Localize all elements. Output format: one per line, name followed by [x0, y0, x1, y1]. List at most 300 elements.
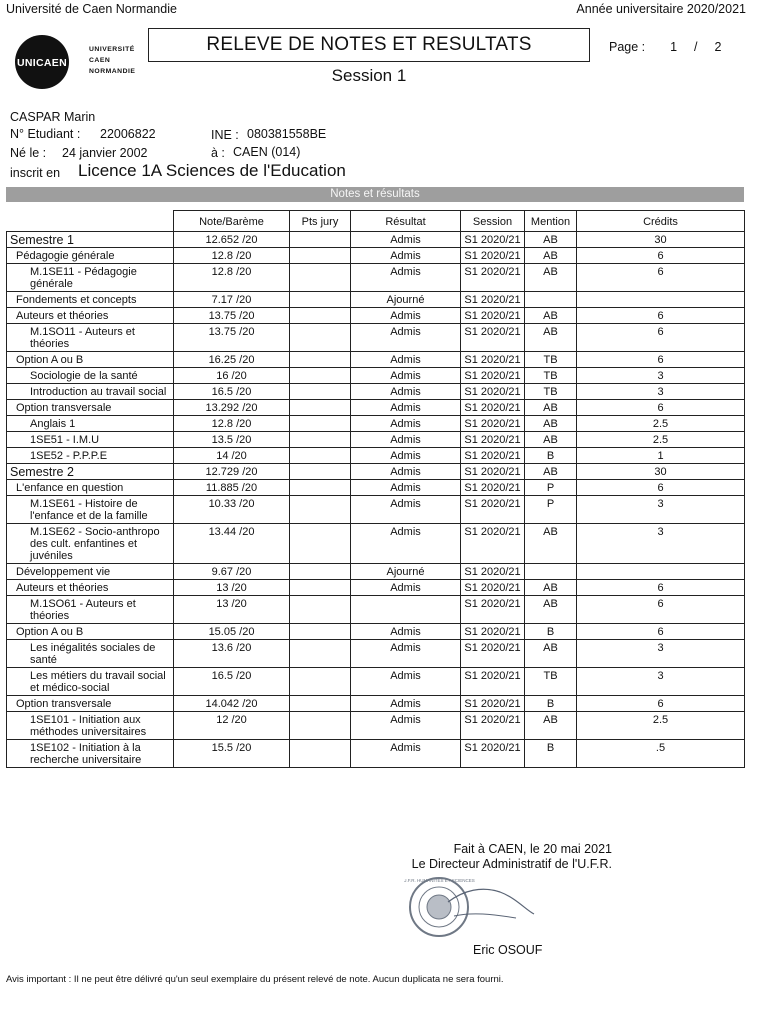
row-credits: 30	[654, 466, 667, 478]
table-row	[7, 596, 745, 624]
row-credits: 6	[657, 266, 664, 278]
row-label: Auteurs et théories	[16, 582, 109, 594]
row-credits-cell	[577, 448, 745, 464]
row-jury-cell	[290, 480, 351, 496]
row-grade-cell	[174, 448, 290, 464]
row-jury-cell	[290, 496, 351, 524]
row-session: S1 2020/21	[464, 698, 521, 710]
row-result-cell	[351, 324, 461, 352]
row-session-cell	[461, 464, 525, 480]
row-credits-cell	[577, 564, 745, 580]
footer-note: Avis important : Il ne peut être délivré qu'un seul exemplaire du présent relevé de note. Aucun duplicata ne sera fourni.	[6, 974, 504, 985]
row-grade: 9.67 /20	[211, 566, 252, 578]
row-mention-cell	[525, 464, 577, 480]
row-result-cell	[351, 448, 461, 464]
row-result-cell	[351, 668, 461, 696]
row-session: S1 2020/21	[464, 714, 521, 726]
row-credits: 6	[657, 598, 664, 610]
row-label-cell	[7, 564, 174, 580]
row-label: Pédagogie générale	[16, 250, 115, 262]
row-mention: AB	[543, 466, 558, 478]
row-label-cell	[7, 324, 174, 352]
table-row	[7, 264, 745, 292]
row-grade-cell	[174, 580, 290, 596]
row-grade: 13 /20	[216, 598, 247, 610]
row-mention-cell	[525, 400, 577, 416]
row-grade-cell	[174, 496, 290, 524]
row-mention-cell	[525, 712, 577, 740]
row-credits-cell	[577, 464, 745, 480]
row-mention-cell	[525, 308, 577, 324]
row-mention-cell	[525, 564, 577, 580]
row-result-cell	[351, 580, 461, 596]
seal-stamp-icon	[404, 872, 544, 942]
row-credits: 6	[657, 326, 664, 338]
row-grade-cell	[174, 292, 290, 308]
row-mention: TB	[543, 354, 558, 366]
row-label: Option A ou B	[16, 354, 84, 366]
row-session-cell	[461, 740, 525, 768]
row-label: M.1SE11 - Pédagogie générale	[30, 266, 137, 290]
row-grade-cell	[174, 740, 290, 768]
row-label: Sociologie de la santé	[30, 370, 138, 382]
official-seal	[404, 872, 544, 942]
row-session: S1 2020/21	[464, 370, 521, 382]
row-session-cell	[461, 292, 525, 308]
row-result: Admis	[390, 370, 421, 382]
row-credits: .5	[655, 742, 666, 754]
row-credits-cell	[577, 308, 745, 324]
row-credits-cell	[577, 384, 745, 400]
row-result-cell	[351, 564, 461, 580]
row-credits: 2.5	[652, 714, 669, 726]
row-grade: 10.33 /20	[208, 498, 255, 510]
row-result: Admis	[390, 354, 421, 366]
program-name: Licence 1A Sciences de l'Education	[78, 161, 346, 180]
row-session-cell	[461, 368, 525, 384]
row-label-cell	[7, 232, 174, 248]
row-label: Introduction au travail social	[30, 386, 167, 398]
row-grade-cell	[174, 524, 290, 564]
row-mention: B	[546, 450, 555, 462]
row-result-cell	[351, 624, 461, 640]
row-session: S1 2020/21	[464, 526, 521, 538]
row-mention: AB	[543, 526, 558, 538]
row-session-cell	[461, 696, 525, 712]
row-label-cell	[7, 400, 174, 416]
row-grade: 16.25 /20	[208, 354, 255, 366]
row-session: S1 2020/21	[464, 566, 521, 578]
row-session-cell	[461, 580, 525, 596]
row-jury-cell	[290, 400, 351, 416]
row-result-cell	[351, 264, 461, 292]
row-mention: P	[546, 482, 555, 494]
row-grade-cell	[174, 696, 290, 712]
row-mention-cell	[525, 496, 577, 524]
row-label-cell	[7, 596, 174, 624]
row-result: Admis	[390, 386, 421, 398]
row-grade: 13.75 /20	[208, 310, 255, 322]
row-result-cell	[351, 696, 461, 712]
row-label-cell	[7, 368, 174, 384]
logo-circle-text: UNICAEN	[17, 57, 67, 69]
signature-block	[382, 842, 612, 872]
row-credits-cell	[577, 432, 745, 448]
row-jury-cell	[290, 696, 351, 712]
row-label: Option transversale	[16, 402, 112, 414]
row-label: 1SE102 - Initiation à la recherche universitaire	[30, 742, 142, 766]
row-mention: B	[546, 742, 555, 754]
row-session-cell	[461, 496, 525, 524]
row-mention: B	[546, 626, 555, 638]
section-band: Notes et résultats	[6, 187, 744, 202]
row-grade-cell	[174, 308, 290, 324]
row-grade-cell	[174, 416, 290, 432]
table-row	[7, 308, 745, 324]
row-grade-cell	[174, 368, 290, 384]
row-result-cell	[351, 352, 461, 368]
row-grade: 11.885 /20	[205, 482, 258, 494]
row-credits: 3	[657, 670, 664, 682]
row-mention: TB	[543, 386, 558, 398]
table-row	[7, 624, 745, 640]
row-label: M.1SE62 - Socio-anthropo des cult. enfantines et juvéniles	[30, 526, 160, 562]
row-result: Admis	[390, 418, 421, 430]
row-result-cell	[351, 596, 461, 624]
row-result: Admis	[390, 742, 421, 754]
row-grade: 12 /20	[216, 714, 247, 726]
row-credits: 6	[657, 250, 664, 262]
birth-place-label: à :	[211, 146, 225, 160]
row-mention-cell	[525, 232, 577, 248]
row-jury-cell	[290, 308, 351, 324]
row-grade: 15.05 /20	[208, 626, 255, 638]
row-result: Admis	[390, 250, 421, 262]
row-credits: 6	[657, 310, 664, 322]
row-session: S1 2020/21	[464, 266, 521, 278]
column-header-grade: Note/Barème	[174, 211, 290, 232]
row-grade-cell	[174, 384, 290, 400]
row-label-cell	[7, 308, 174, 324]
row-mention-cell	[525, 448, 577, 464]
row-result: Admis	[390, 266, 421, 278]
row-mention: AB	[543, 418, 558, 430]
row-session: S1 2020/21	[464, 466, 521, 478]
table-row	[7, 448, 745, 464]
row-label: M.1SE61 - Histoire de l'enfance et de la famille	[30, 498, 148, 522]
row-session: S1 2020/21	[464, 310, 521, 322]
row-jury-cell	[290, 432, 351, 448]
row-mention: AB	[543, 434, 558, 446]
row-mention-cell	[525, 264, 577, 292]
row-mention: P	[546, 498, 555, 510]
page-current: 1	[670, 40, 678, 54]
row-jury-cell	[290, 384, 351, 400]
row-session: S1 2020/21	[464, 742, 521, 754]
row-label-cell	[7, 384, 174, 400]
row-session: S1 2020/21	[464, 670, 521, 682]
signer-name: Eric OSOUF	[473, 943, 543, 957]
row-session-cell	[461, 232, 525, 248]
row-label: Semestre 1	[10, 233, 74, 247]
table-row	[7, 580, 745, 596]
row-grade-cell	[174, 624, 290, 640]
row-session-cell	[461, 308, 525, 324]
row-label-cell	[7, 264, 174, 292]
row-result-cell	[351, 480, 461, 496]
row-credits: 3	[657, 370, 664, 382]
row-credits-cell	[577, 712, 745, 740]
row-result: Admis	[390, 498, 421, 510]
row-grade: 16.5 /20	[211, 670, 252, 682]
row-credits-cell	[577, 368, 745, 384]
row-result-cell	[351, 292, 461, 308]
row-mention: AB	[543, 714, 558, 726]
row-label-cell	[7, 580, 174, 596]
table-row	[7, 384, 745, 400]
row-credits-cell	[577, 668, 745, 696]
row-mention: AB	[543, 642, 558, 654]
row-grade: 13.5 /20	[211, 434, 252, 446]
row-result: Admis	[390, 402, 421, 414]
row-label: M.1SO61 - Auteurs et théories	[30, 598, 136, 622]
row-mention-cell	[525, 624, 577, 640]
row-grade-cell	[174, 264, 290, 292]
row-credits-cell	[577, 740, 745, 768]
row-credits: 2.5	[652, 418, 669, 430]
row-mention: AB	[543, 598, 558, 610]
row-result-cell	[351, 432, 461, 448]
row-session-cell	[461, 416, 525, 432]
row-jury-cell	[290, 232, 351, 248]
row-label-cell	[7, 352, 174, 368]
signatory-role: Le Directeur Administratif de l'U.F.R.	[411, 857, 612, 871]
row-result: Admis	[390, 698, 421, 710]
row-grade: 12.652 /20	[205, 234, 258, 246]
row-session-cell	[461, 248, 525, 264]
row-grade: 13.6 /20	[211, 642, 252, 654]
row-session: S1 2020/21	[464, 418, 521, 430]
row-mention: AB	[543, 326, 558, 338]
row-grade-cell	[174, 640, 290, 668]
row-mention-cell	[525, 324, 577, 352]
row-jury-cell	[290, 448, 351, 464]
grades-table	[6, 210, 745, 768]
row-label: Option A ou B	[16, 626, 84, 638]
row-session: S1 2020/21	[464, 354, 521, 366]
row-mention: AB	[543, 266, 558, 278]
row-grade-cell	[174, 248, 290, 264]
row-session: S1 2020/21	[464, 402, 521, 414]
row-credits-cell	[577, 480, 745, 496]
row-label-cell	[7, 248, 174, 264]
row-result: Ajourné	[386, 566, 425, 578]
row-result-cell	[351, 524, 461, 564]
row-session-cell	[461, 480, 525, 496]
column-header-mention: Mention	[525, 211, 577, 232]
row-mention-cell	[525, 596, 577, 624]
row-label: Les métiers du travail social et médico-social	[30, 670, 166, 694]
row-label-cell	[7, 464, 174, 480]
row-credits: 6	[657, 354, 664, 366]
table-row	[7, 432, 745, 448]
row-grade: 16 /20	[216, 370, 247, 382]
row-session-cell	[461, 624, 525, 640]
row-session-cell	[461, 564, 525, 580]
row-mention: B	[546, 698, 555, 710]
birth-date: 24 janvier 2002	[62, 146, 148, 160]
logo-line-2: CAEN	[89, 57, 111, 64]
row-credits-cell	[577, 248, 745, 264]
row-session: S1 2020/21	[464, 326, 521, 338]
row-mention-cell	[525, 432, 577, 448]
row-label-cell	[7, 448, 174, 464]
unicaen-logo-icon	[10, 32, 150, 92]
row-session-cell	[461, 324, 525, 352]
row-grade: 13.292 /20	[205, 402, 258, 414]
row-jury-cell	[290, 264, 351, 292]
row-session: S1 2020/21	[464, 598, 521, 610]
row-credits-cell	[577, 640, 745, 668]
row-credits: 3	[657, 386, 664, 398]
table-row	[7, 416, 745, 432]
row-session-cell	[461, 668, 525, 696]
row-jury-cell	[290, 464, 351, 480]
row-result: Admis	[390, 582, 421, 594]
row-session: S1 2020/21	[464, 434, 521, 446]
table-row	[7, 352, 745, 368]
row-jury-cell	[290, 248, 351, 264]
row-grade: 12.729 /20	[205, 466, 258, 478]
row-grade: 12.8 /20	[211, 250, 252, 262]
row-result: Admis	[390, 466, 421, 478]
row-jury-cell	[290, 640, 351, 668]
row-label: Fondements et concepts	[16, 294, 137, 306]
row-result-cell	[351, 740, 461, 768]
row-grade-cell	[174, 712, 290, 740]
row-session-cell	[461, 596, 525, 624]
row-label: Option transversale	[16, 698, 112, 710]
birth-place: CAEN (014)	[233, 145, 301, 159]
row-grade: 15.5 /20	[211, 742, 252, 754]
row-grade: 13 /20	[216, 582, 247, 594]
row-label-cell	[7, 416, 174, 432]
row-jury-cell	[290, 596, 351, 624]
row-jury-cell	[290, 740, 351, 768]
university-logo	[10, 32, 150, 92]
row-credits-cell	[577, 232, 745, 248]
row-result-cell	[351, 712, 461, 740]
row-session-cell	[461, 432, 525, 448]
row-credits: 3	[657, 498, 664, 510]
table-row	[7, 524, 745, 564]
row-mention-cell	[525, 368, 577, 384]
row-mention-cell	[525, 416, 577, 432]
row-credits: 30	[654, 234, 667, 246]
row-mention: AB	[543, 310, 558, 322]
row-grade-cell	[174, 464, 290, 480]
row-label: Les inégalités sociales de santé	[30, 642, 156, 666]
row-jury-cell	[290, 324, 351, 352]
row-label-cell	[7, 432, 174, 448]
place-date: Fait à CAEN, le 20 mai 2021	[453, 842, 612, 856]
table-row	[7, 464, 745, 480]
row-session: S1 2020/21	[464, 582, 521, 594]
row-grade-cell	[174, 668, 290, 696]
student-id-value: 22006822	[100, 127, 156, 141]
page-total: 2	[714, 40, 722, 54]
row-mention-cell	[525, 740, 577, 768]
row-label-cell	[7, 292, 174, 308]
row-credits-cell	[577, 696, 745, 712]
university-name: Université de Caen Normandie	[6, 2, 177, 16]
row-grade: 12.8 /20	[211, 266, 252, 278]
table-row	[7, 712, 745, 740]
row-jury-cell	[290, 668, 351, 696]
row-result-cell	[351, 248, 461, 264]
row-label-cell	[7, 668, 174, 696]
row-label-cell	[7, 640, 174, 668]
row-grade-cell	[174, 564, 290, 580]
seal-text: U.F.R. HUMANITÉS ET SCIENCES	[404, 878, 475, 883]
row-label: L'enfance en question	[16, 482, 124, 494]
row-grade: 7.17 /20	[211, 294, 252, 306]
row-result-cell	[351, 464, 461, 480]
row-grade: 16.5 /20	[211, 386, 252, 398]
row-session-cell	[461, 448, 525, 464]
table-row	[7, 232, 745, 248]
ine-value: 080381558BE	[247, 127, 327, 141]
table-row	[7, 564, 745, 580]
row-jury-cell	[290, 624, 351, 640]
row-jury-cell	[290, 580, 351, 596]
row-result: Admis	[390, 326, 421, 338]
row-result: Admis	[390, 234, 421, 246]
row-jury-cell	[290, 712, 351, 740]
table-row	[7, 668, 745, 696]
table-row	[7, 740, 745, 768]
row-result: Admis	[390, 626, 421, 638]
row-result-cell	[351, 232, 461, 248]
row-credits-cell	[577, 596, 745, 624]
row-session-cell	[461, 712, 525, 740]
row-mention: AB	[543, 234, 558, 246]
column-header-result: Résultat	[351, 211, 461, 232]
row-session: S1 2020/21	[464, 294, 521, 306]
row-label-cell	[7, 712, 174, 740]
student-id-label: N° Etudiant :	[10, 127, 81, 141]
row-credits-cell	[577, 400, 745, 416]
row-session: S1 2020/21	[464, 386, 521, 398]
row-grade-cell	[174, 432, 290, 448]
table-row	[7, 400, 745, 416]
row-label-cell	[7, 624, 174, 640]
row-result: Admis	[390, 670, 421, 682]
row-grade-cell	[174, 232, 290, 248]
row-jury-cell	[290, 368, 351, 384]
row-credits: 3	[657, 642, 664, 654]
row-label: 1SE51 - I.M.U	[30, 434, 100, 446]
row-result-cell	[351, 640, 461, 668]
row-result: Admis	[390, 450, 421, 462]
row-jury-cell	[290, 352, 351, 368]
row-label: 1SE52 - P.P.P.E	[30, 450, 108, 462]
row-credits-cell	[577, 264, 745, 292]
row-result-cell	[351, 416, 461, 432]
row-label: Semestre 2	[10, 465, 74, 479]
row-grade-cell	[174, 324, 290, 352]
row-session: S1 2020/21	[464, 482, 521, 494]
